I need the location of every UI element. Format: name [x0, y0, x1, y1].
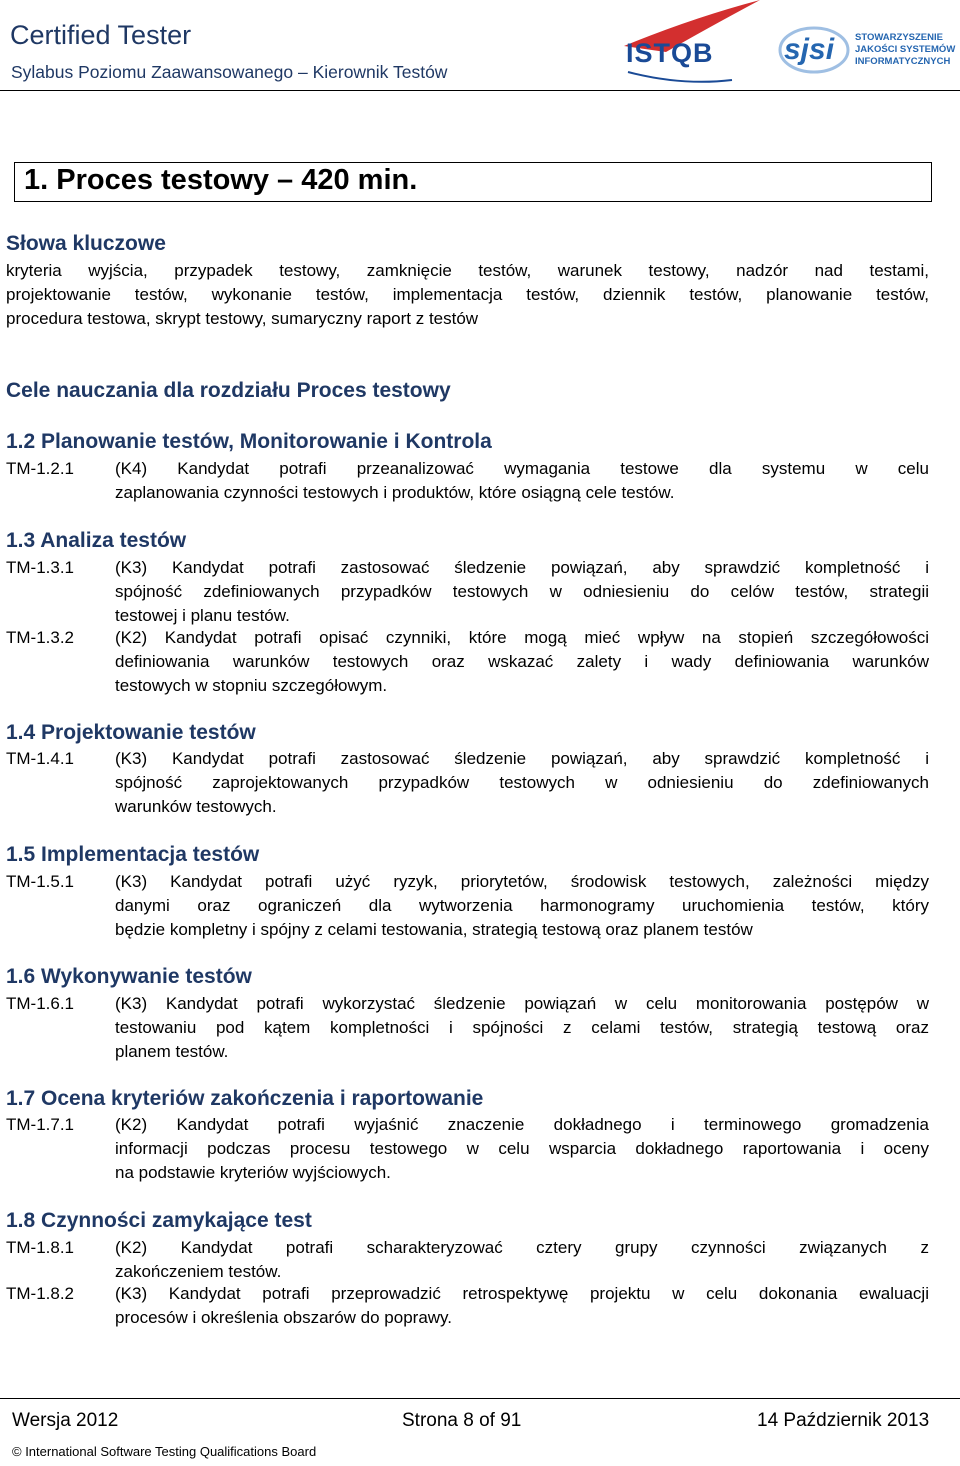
- objective-id: TM-1.6.1: [6, 994, 75, 1013]
- objective-line: informacji podczas procesu testowego w celu wsparcia dokładnego raportowania i oceny: [115, 1139, 929, 1158]
- section-title: 1.5 Implementacja testów: [6, 843, 260, 866]
- istqb-logo: [622, 0, 762, 90]
- sjsi-logo: [778, 24, 960, 76]
- objective-line: (K3) Kandydat potrafi użyć ryzyk, priorytetów, środowisk testowych, zależności między: [115, 872, 929, 891]
- objective-line: (K3) Kandydat potrafi zastosować śledzenie powiązań, aby sprawdzić kompletność i: [115, 558, 929, 577]
- objective-id: TM-1.5.1: [6, 872, 75, 891]
- objective-line: spójność zaprojektowanych przypadków testowych w odniesieniu do zdefiniowanych: [115, 773, 929, 792]
- objective-text: [115, 870, 929, 942]
- objective-line: (K2) Kandydat potrafi scharakteryzować cztery grupy czynności związanych z: [115, 1238, 929, 1257]
- keywords-line: procedura testowa, skrypt testowy, sumaryczny raport z testów: [6, 309, 479, 328]
- objective-id: TM-1.2.1: [6, 459, 75, 478]
- objective-text: [115, 626, 929, 698]
- sjsi-logo-text: sjsi: [784, 33, 835, 66]
- sjsi-line-1: STOWARZYSZENIE: [855, 32, 943, 43]
- section-title: 1.4 Projektowanie testów: [6, 721, 256, 744]
- section-title: 1.6 Wykonywanie testów: [6, 965, 252, 988]
- keywords-text: [6, 259, 929, 331]
- objective-line: (K2) Kandydat potrafi wyjaśnić znaczenie dokładnego i terminowego gromadzenia: [115, 1115, 929, 1134]
- objective-text: [115, 992, 929, 1064]
- footer-date: 14 Październik 2013: [757, 1410, 930, 1431]
- objective-text: [115, 457, 929, 505]
- objective-line: planem testów.: [115, 1042, 229, 1061]
- objective-id: TM-1.8.1: [6, 1238, 75, 1257]
- chapter-title: 1. Proces testowy – 420 min.: [24, 164, 418, 196]
- sjsi-line-3: INFORMATYCZNYCH: [855, 56, 951, 67]
- sjsi-line-2: JAKOŚCI SYSTEMÓW: [855, 44, 956, 55]
- objective-text: [115, 1236, 929, 1284]
- footer-version: Wersja 2012: [12, 1410, 119, 1431]
- section-title: 1.8 Czynności zamykające test: [6, 1209, 312, 1232]
- header-subtitle: Sylabus Poziomu Zaawansowanego – Kierownik Testów: [11, 62, 448, 82]
- objective-line: danymi oraz ograniczeń dla wytworzenia harmonogramy uruchomienia testów, który: [115, 896, 929, 915]
- objective-line: definiowania warunków testowych oraz wskazać zalety i wady definiowania warunków: [115, 652, 929, 671]
- footer-page-number: Strona 8 of 91: [402, 1410, 522, 1431]
- footer-copyright: © International Software Testing Qualifications Board: [12, 1444, 317, 1459]
- objective-line: zaplanowania czynności testowych i produktów, które osiągną cele testów.: [115, 483, 675, 502]
- objective-line: zakończeniem testów.: [115, 1262, 282, 1281]
- objective-line: (K3) Kandydat potrafi wykorzystać śledzenie powiązań w celu monitorowania postępów w: [115, 994, 929, 1013]
- header-divider: [0, 90, 960, 91]
- section-title: 1.7 Ocena kryteriów zakończenia i raportowanie: [6, 1087, 484, 1110]
- objective-id: TM-1.8.2: [6, 1284, 75, 1303]
- objective-line: procesów i określenia obszarów do poprawy.: [115, 1308, 453, 1327]
- objective-id: TM-1.4.1: [6, 749, 75, 768]
- objective-line: będzie kompletny i spójny z celami testowania, strategią testową oraz planem testów: [115, 920, 753, 939]
- objective-id: TM-1.7.1: [6, 1115, 75, 1134]
- objective-text: [115, 1113, 929, 1185]
- objective-line: testowaniu pod kątem kompletności i spójności z celami testów, strategią testową oraz: [115, 1018, 929, 1037]
- objective-line: (K2) Kandydat potrafi opisać czynniki, które mogą mieć wpływ na stopień szczegółowości: [115, 628, 929, 647]
- objective-line: (K3) Kandydat potrafi przeprowadzić retrospektywę projektu w celu dokonania ewaluacji: [115, 1284, 929, 1303]
- objective-line: warunków testowych.: [115, 797, 277, 816]
- keywords-line: kryteria wyjścia, przypadek testowy, zamknięcie testów, warunek testowy, nadzór nad testami,: [6, 261, 929, 280]
- objective-line: (K3) Kandydat potrafi zastosować śledzenie powiązań, aby sprawdzić kompletność i: [115, 749, 929, 768]
- keywords-title: Słowa kluczowe: [6, 232, 166, 255]
- istqb-logo-text: ISTQB: [626, 38, 714, 68]
- objective-line: testowej i planu testów.: [115, 606, 290, 625]
- footer-divider: [0, 1398, 960, 1399]
- objective-text: [115, 1282, 929, 1330]
- objective-line: spójność zdefiniowanych przypadków testowych w odniesieniu do celów testów, strategii: [115, 582, 929, 601]
- objective-line: (K4) Kandydat potrafi przeanalizować wymagania testowe dla systemu w celu: [115, 459, 929, 478]
- istqb-underline-icon: [628, 72, 732, 82]
- objective-line: testowych w stopniu szczegółowym.: [115, 676, 388, 695]
- objective-id: TM-1.3.2: [6, 628, 75, 647]
- objectives-title: Cele nauczania dla rozdziału Proces testowy: [6, 379, 451, 402]
- section-title: 1.3 Analiza testów: [6, 529, 187, 552]
- objective-text: [115, 556, 929, 628]
- objective-id: TM-1.3.1: [6, 558, 75, 577]
- section-title: 1.2 Planowanie testów, Monitorowanie i Kontrola: [6, 430, 492, 453]
- objective-line: na podstawie kryteriów wyjściowych.: [115, 1163, 391, 1182]
- objective-text: [115, 747, 929, 819]
- keywords-line: projektowanie testów, wykonanie testów, implementacja testów, dziennik testów, planowanie testów,: [6, 285, 929, 304]
- header-title: Certified Tester: [10, 20, 192, 50]
